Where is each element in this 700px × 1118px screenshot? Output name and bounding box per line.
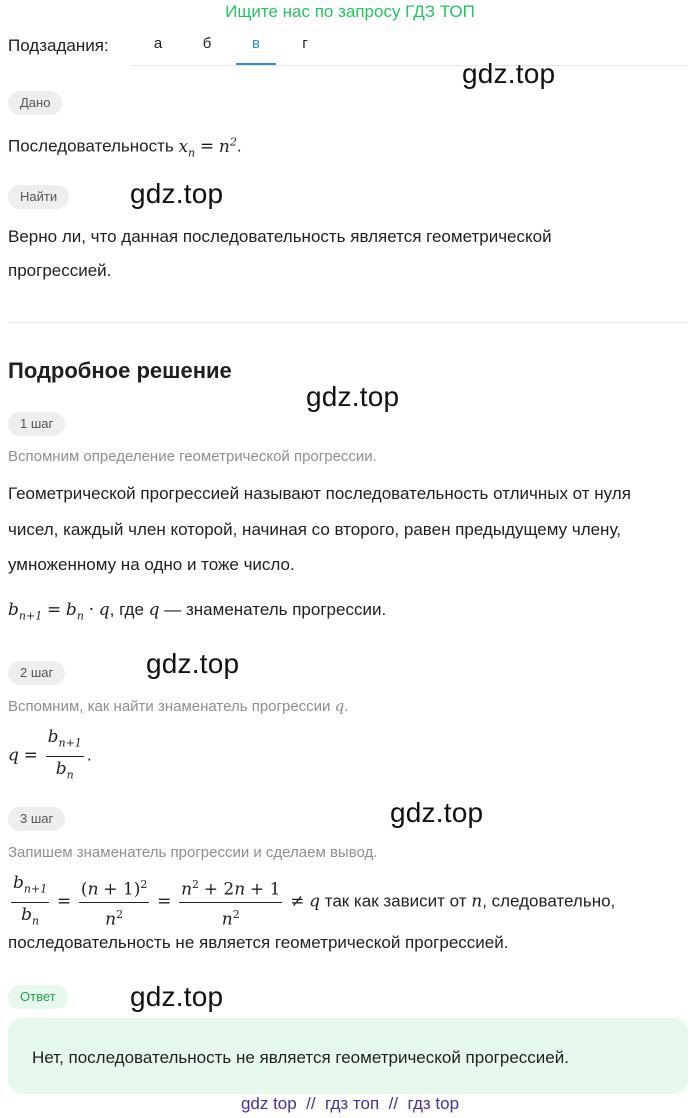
step1-badge: 1 шаг [8,412,65,436]
answer-box [8,1018,688,1094]
promo-banner[interactable]: Ищите нас по запросу ГДЗ ТОП [225,2,475,21]
watermark: gdz.top [130,981,224,1012]
step3-hint: Запишем знаменатель прогрессии и сделаем вывод. [8,844,378,861]
find-line-1: Верно ли, что данная последовательность является геометрической [8,227,552,246]
given-formula: $x_n$ [178,136,196,160]
step1-line-1: Геометрической прогрессией называют последовательность отличных от нуля [8,484,631,503]
divider [8,322,688,323]
tab-v[interactable]: в [236,35,276,65]
step1-line-3: умноженному на одно и тоже число. [8,555,295,574]
step1-formula: $b_{n+1} = b_n \cdot q$, где q — знаменатель прогрессии. [8,600,387,623]
watermark: gdz.top [462,58,556,89]
answer-text: Нет, последовательность не является геометрической прогрессией. [32,1048,569,1067]
find-badge: Найти [8,185,69,209]
watermark: gdz.top [130,178,224,209]
step2-hint: Вспомним, как найти знаменатель прогрессии q. [8,697,349,715]
watermark: gdz.top [306,381,400,412]
answer-badge: Ответ [8,985,68,1009]
step2-formula: q = $\frac{b_{n+1}}{b_n}$ . [8,724,692,788]
find-line-2: прогрессией. [8,261,112,280]
given-badge: Дано [8,91,62,115]
tab-a[interactable]: а [153,35,163,52]
watermark: gdz.top [146,648,240,679]
given-text: Последовательность $x_n = n^2$. [8,135,242,160]
step2-badge: 2 шаг [8,661,65,685]
footer-links[interactable]: gdz top // гдз топ // гдз top [240,1094,460,1113]
watermark: gdz.top [390,797,484,828]
step3-formula: $\frac{b_{n+1}}{b_n}$ = $\frac{(n + 1)^2}{n^2}$ = $\frac{n^2 + 2n + 1}{n^2}$ ≠ q так как зависит от n, следовательно, [8,870,692,934]
step3-badge: 3 шаг [8,807,65,831]
step1-line-2: чисел, каждый член которой, начиная со второго, равен предыдущему члену, [8,520,621,539]
subtasks-tabs [130,36,688,66]
step1-hint: Вспомним определение геометрической прогрессии. [8,448,377,465]
tab-b[interactable]: б [202,35,212,52]
subtasks-label: Подзадания: [8,36,109,55]
solution-title: Подробное решение [8,358,232,383]
subtasks-nav [8,36,688,68]
step3-conclusion: последовательность не является геометрической прогрессией. [8,933,509,952]
tab-g[interactable]: г [302,35,308,52]
